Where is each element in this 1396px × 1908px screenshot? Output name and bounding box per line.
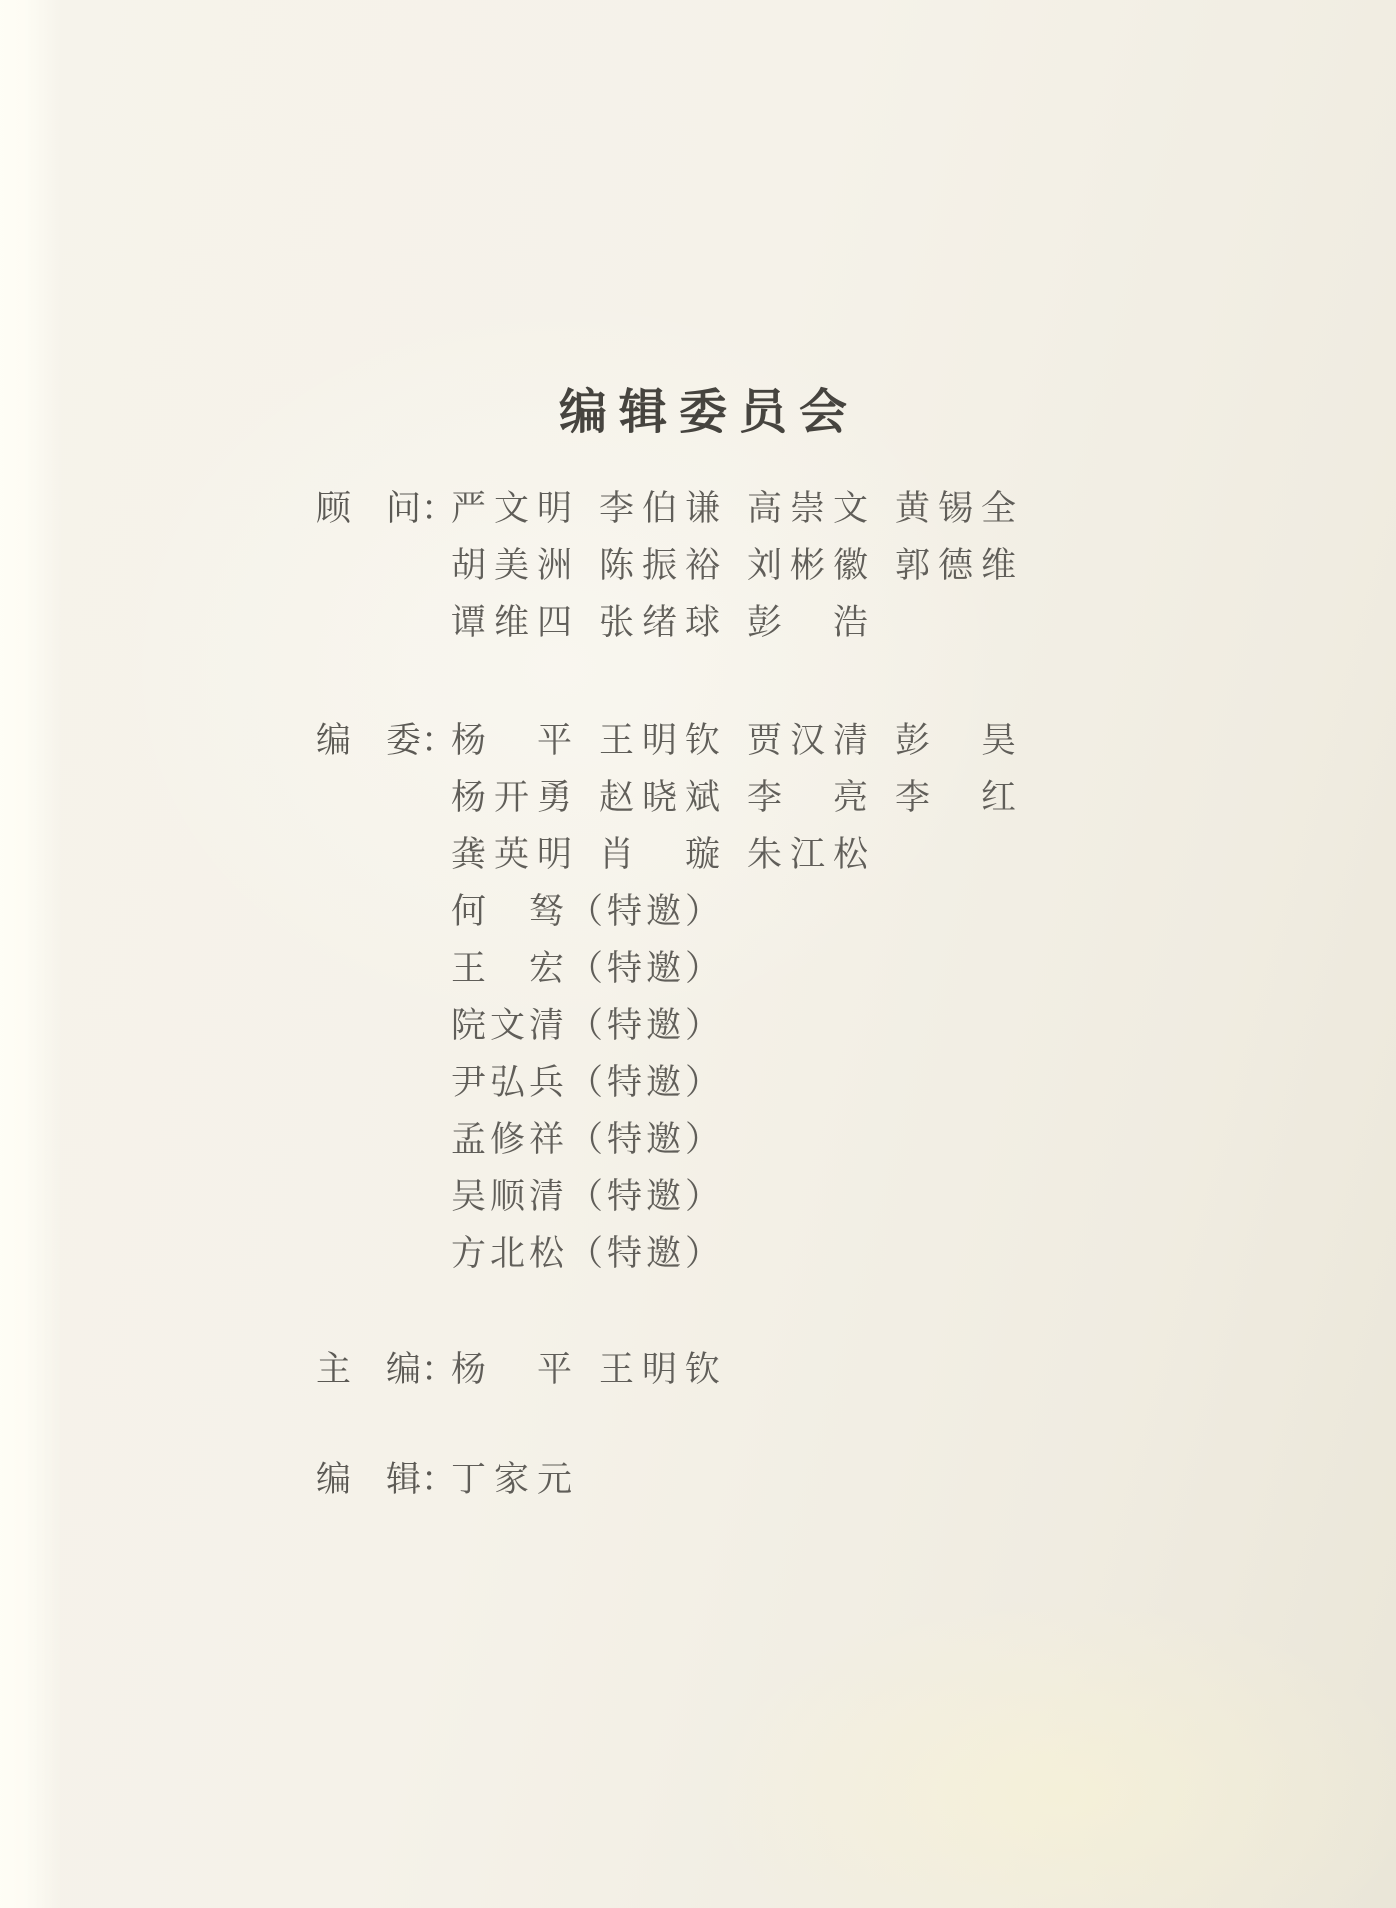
person-name: 彭 浩 [747, 603, 877, 643]
editor-section [316, 1452, 1336, 1509]
advisors-row [451, 481, 1043, 538]
person-name-invited: 王 宏（特邀） [451, 949, 725, 989]
chief-editor-names [451, 1342, 1043, 1399]
committee-invited-row [451, 884, 1043, 941]
editor-label: 编 辑： [316, 1460, 457, 1500]
committee-invited-row [451, 1055, 1043, 1112]
chief-editor-label: 主 编： [316, 1350, 457, 1390]
person-name: 胡美洲 [451, 546, 581, 586]
person-name: 彭 昊 [895, 721, 1025, 761]
person-name: 张绪球 [599, 603, 729, 643]
advisors-row [451, 538, 1043, 595]
person-name: 丁家元 [451, 1460, 581, 1500]
person-name: 李 亮 [747, 778, 877, 818]
person-name: 刘彬徽 [747, 546, 877, 586]
advisors-section [316, 481, 1336, 652]
committee-invited-row [451, 1169, 1043, 1226]
person-name: 李伯谦 [599, 489, 729, 529]
person-name: 杨 平 [451, 721, 581, 761]
person-name: 郭德维 [895, 546, 1025, 586]
person-name: 李 红 [895, 778, 1025, 818]
person-name: 谭维四 [451, 603, 581, 643]
committee-invited-row [451, 1112, 1043, 1169]
committee-section [316, 713, 1336, 1283]
person-name: 赵晓斌 [599, 778, 729, 818]
person-name: 贾汉清 [747, 721, 877, 761]
committee-row [451, 713, 1043, 770]
editor-row [451, 1452, 1043, 1509]
committee-invited-row [451, 998, 1043, 1055]
person-name: 陈振裕 [599, 546, 729, 586]
person-name: 黄锡全 [895, 489, 1025, 529]
chief-editor-section [316, 1342, 1336, 1399]
committee-row [451, 827, 1043, 884]
person-name: 杨开勇 [451, 778, 581, 818]
person-name: 王明钦 [599, 1350, 729, 1390]
editor-names [451, 1452, 1043, 1509]
committee-row [451, 770, 1043, 827]
committee-list [316, 481, 1336, 1509]
committee-invited-row [451, 941, 1043, 998]
person-name: 肖 璇 [599, 835, 729, 875]
person-name: 高崇文 [747, 489, 877, 529]
committee-names [451, 713, 1043, 1283]
advisors-label: 顾 问： [316, 489, 457, 529]
person-name: 龚英明 [451, 835, 581, 875]
person-name-invited: 孟修祥（特邀） [451, 1120, 725, 1160]
committee-invited-row [451, 1226, 1043, 1283]
person-name-invited: 何 驽（特邀） [451, 892, 725, 932]
advisors-row [451, 595, 1043, 652]
person-name: 严文明 [451, 489, 581, 529]
person-name: 杨 平 [451, 1350, 581, 1390]
page-title: 编辑委员会 [558, 384, 859, 441]
advisors-names [451, 481, 1043, 652]
person-name: 王明钦 [599, 721, 729, 761]
person-name: 朱江松 [747, 835, 877, 875]
person-name-invited: 吴顺清（特邀） [451, 1177, 725, 1217]
committee-label: 编 委： [316, 721, 457, 761]
chief-editor-row [451, 1342, 1043, 1399]
person-name-invited: 尹弘兵（特邀） [451, 1063, 725, 1103]
person-name-invited: 方北松（特邀） [451, 1234, 725, 1274]
person-name-invited: 院文清（特邀） [451, 1006, 725, 1046]
